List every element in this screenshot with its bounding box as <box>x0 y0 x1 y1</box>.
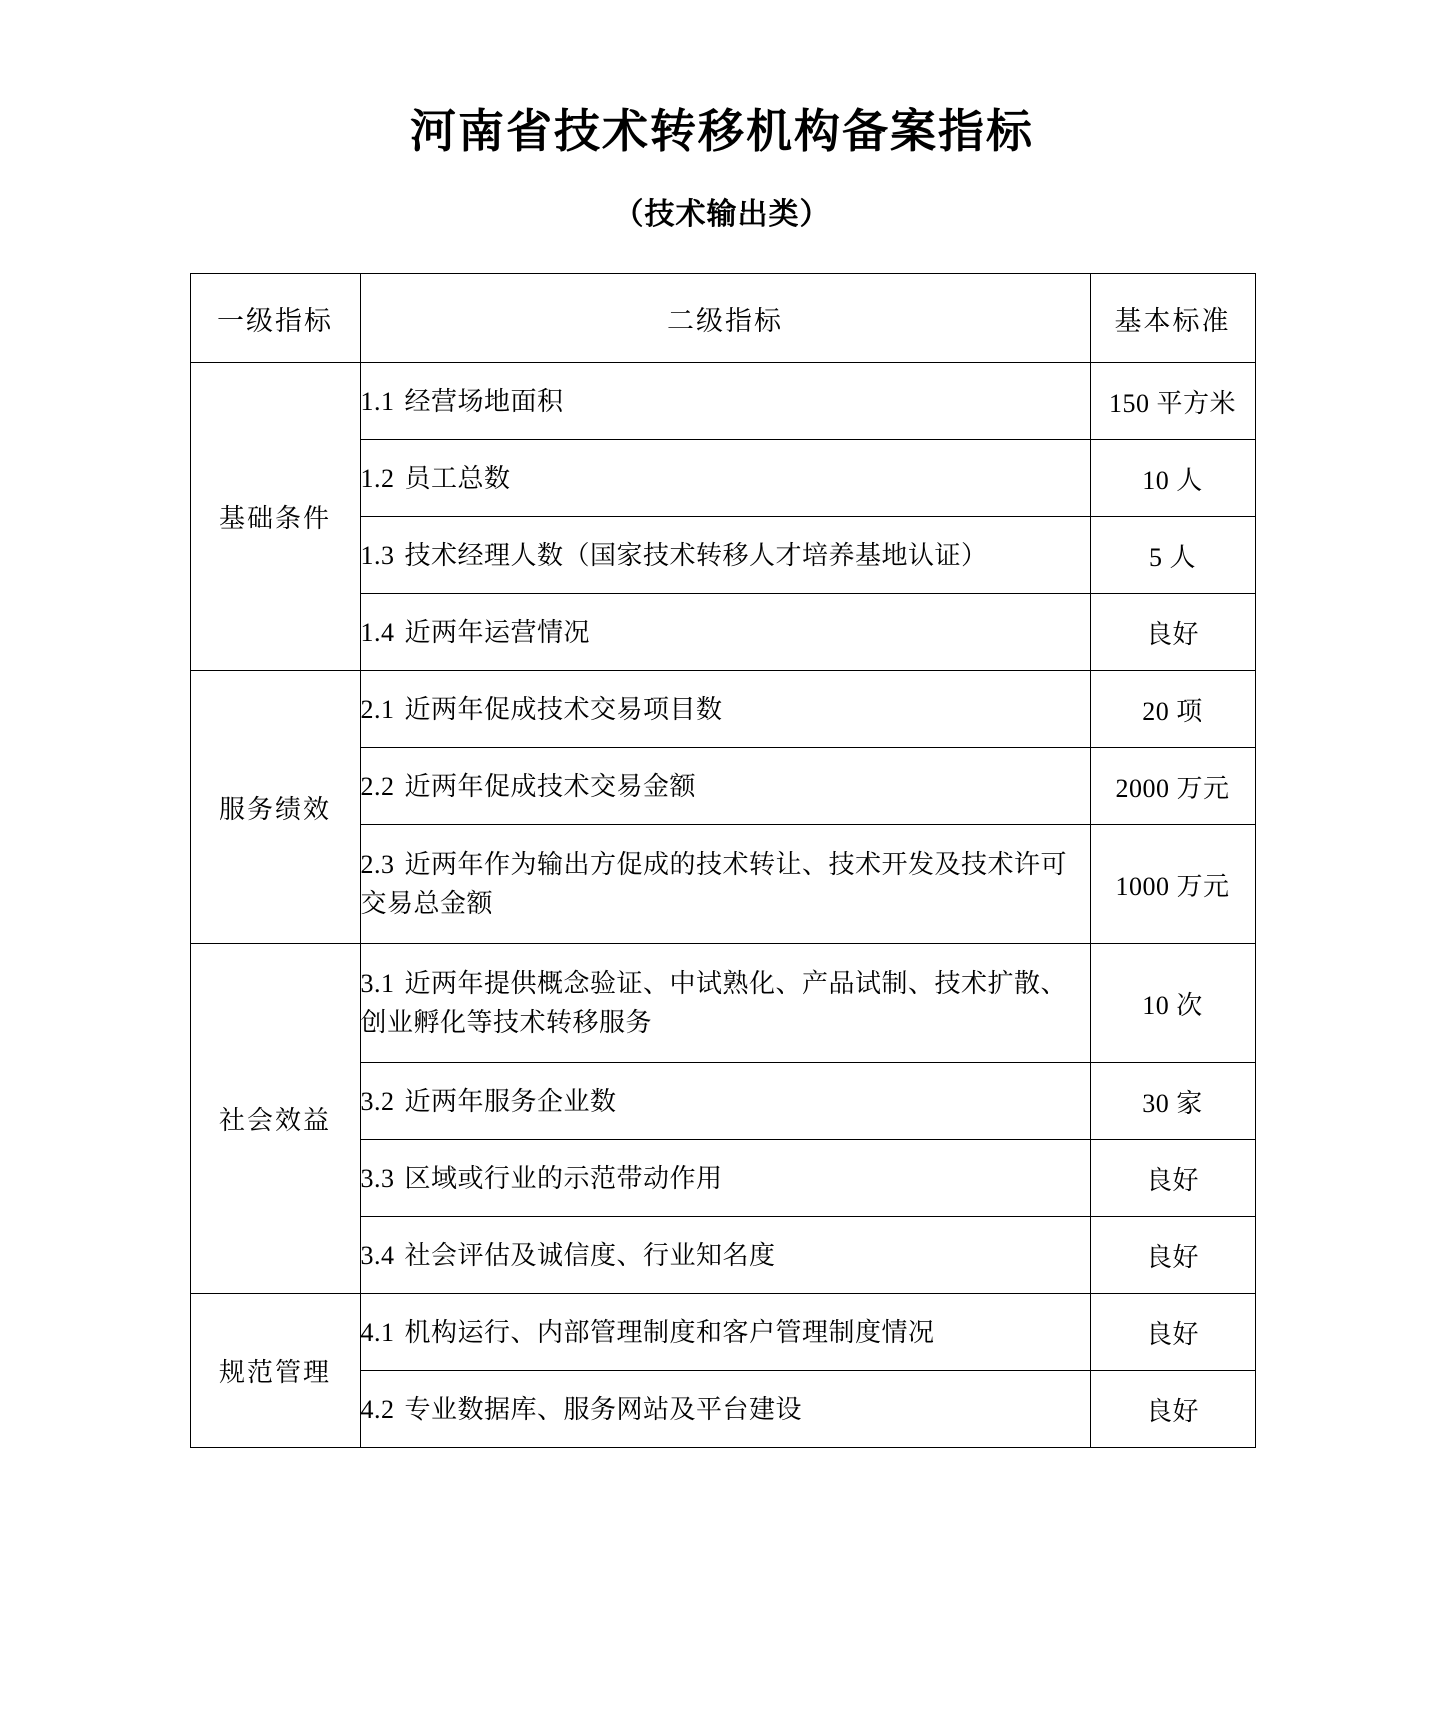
category-label: 规范管理 <box>190 1294 360 1448</box>
indicator-number: 2.1 <box>360 694 395 724</box>
indicator-text: 区域或行业的示范带动作用 <box>404 1163 723 1193</box>
indicator-number: 1.2 <box>360 463 395 493</box>
indicator-name <box>360 517 1090 594</box>
table-row <box>190 671 1255 748</box>
column-header-level1: 一级指标 <box>190 274 360 363</box>
indicator-text: 近两年促成技术交易金额 <box>404 771 697 801</box>
indicator-standard: 2000 万元 <box>1090 748 1255 825</box>
category-label: 社会效益 <box>190 944 360 1294</box>
page-title: 河南省技术转移机构备案指标 <box>410 106 1034 157</box>
indicator-text: 机构运行、内部管理制度和客户管理制度情况 <box>404 1317 935 1347</box>
indicator-standard: 10 人 <box>1090 440 1255 517</box>
indicator-text: 员工总数 <box>404 463 511 493</box>
table-row <box>190 363 1255 440</box>
indicator-text: 社会评估及诚信度、行业知名度 <box>404 1240 776 1270</box>
indicator-number: 3.2 <box>360 1086 395 1116</box>
indicator-name <box>360 944 1090 1063</box>
indicator-name <box>360 440 1090 517</box>
column-header-level2: 二级指标 <box>360 274 1090 363</box>
indicator-text: 经营场地面积 <box>404 386 564 416</box>
indicator-number: 4.2 <box>360 1394 395 1424</box>
indicator-text: 近两年提供概念验证、中试熟化、产品试制、技术扩散、创业孵化等技术转移服务 <box>360 969 1068 1038</box>
indicator-number: 3.4 <box>360 1240 395 1270</box>
table-body <box>190 363 1255 1448</box>
indicator-standard: 良好 <box>1090 594 1255 671</box>
indicator-text: 技术经理人数（国家技术转移人才培养基地认证） <box>404 540 988 570</box>
table-row <box>190 944 1255 1063</box>
column-header-standard: 基本标准 <box>1090 274 1255 363</box>
indicator-number: 2.2 <box>360 771 395 801</box>
indicator-standard: 良好 <box>1090 1140 1255 1217</box>
indicator-standard: 150 平方米 <box>1090 363 1255 440</box>
indicator-text: 近两年服务企业数 <box>404 1086 617 1116</box>
indicator-standard: 良好 <box>1090 1371 1255 1448</box>
indicator-standard: 5 人 <box>1090 517 1255 594</box>
indicator-table <box>190 273 1256 1448</box>
page-subtitle: （技术输出类） <box>613 198 831 232</box>
indicator-text: 专业数据库、服务网站及平台建设 <box>404 1394 803 1424</box>
category-label: 服务绩效 <box>190 671 360 944</box>
indicator-number: 1.4 <box>360 617 395 647</box>
indicator-name <box>360 825 1090 944</box>
indicator-number: 3.3 <box>360 1163 395 1193</box>
indicator-standard: 10 次 <box>1090 944 1255 1063</box>
indicator-text: 近两年作为输出方促成的技术转让、技术开发及技术许可交易总金额 <box>360 850 1068 919</box>
indicator-standard: 20 项 <box>1090 671 1255 748</box>
indicator-name <box>360 1294 1090 1371</box>
indicator-name <box>360 1217 1090 1294</box>
indicator-name <box>360 748 1090 825</box>
indicator-name <box>360 363 1090 440</box>
indicator-name <box>360 1140 1090 1217</box>
indicator-name <box>360 1063 1090 1140</box>
indicator-table-wrapper <box>190 273 1255 1448</box>
table-row <box>190 1294 1255 1371</box>
indicator-standard: 良好 <box>1090 1217 1255 1294</box>
indicator-number: 2.3 <box>360 850 395 880</box>
indicator-standard: 良好 <box>1090 1294 1255 1371</box>
indicator-number: 1.1 <box>360 386 395 416</box>
indicator-number: 1.3 <box>360 540 395 570</box>
category-label: 基础条件 <box>190 363 360 671</box>
indicator-standard: 30 家 <box>1090 1063 1255 1140</box>
indicator-number: 4.1 <box>360 1317 395 1347</box>
indicator-standard: 1000 万元 <box>1090 825 1255 944</box>
indicator-name <box>360 671 1090 748</box>
indicator-name <box>360 1371 1090 1448</box>
indicator-number: 3.1 <box>360 969 395 999</box>
table-header <box>190 274 1255 363</box>
indicator-text: 近两年运营情况 <box>404 617 591 647</box>
indicator-text: 近两年促成技术交易项目数 <box>404 694 723 724</box>
indicator-name <box>360 594 1090 671</box>
table-header-row <box>190 274 1255 363</box>
